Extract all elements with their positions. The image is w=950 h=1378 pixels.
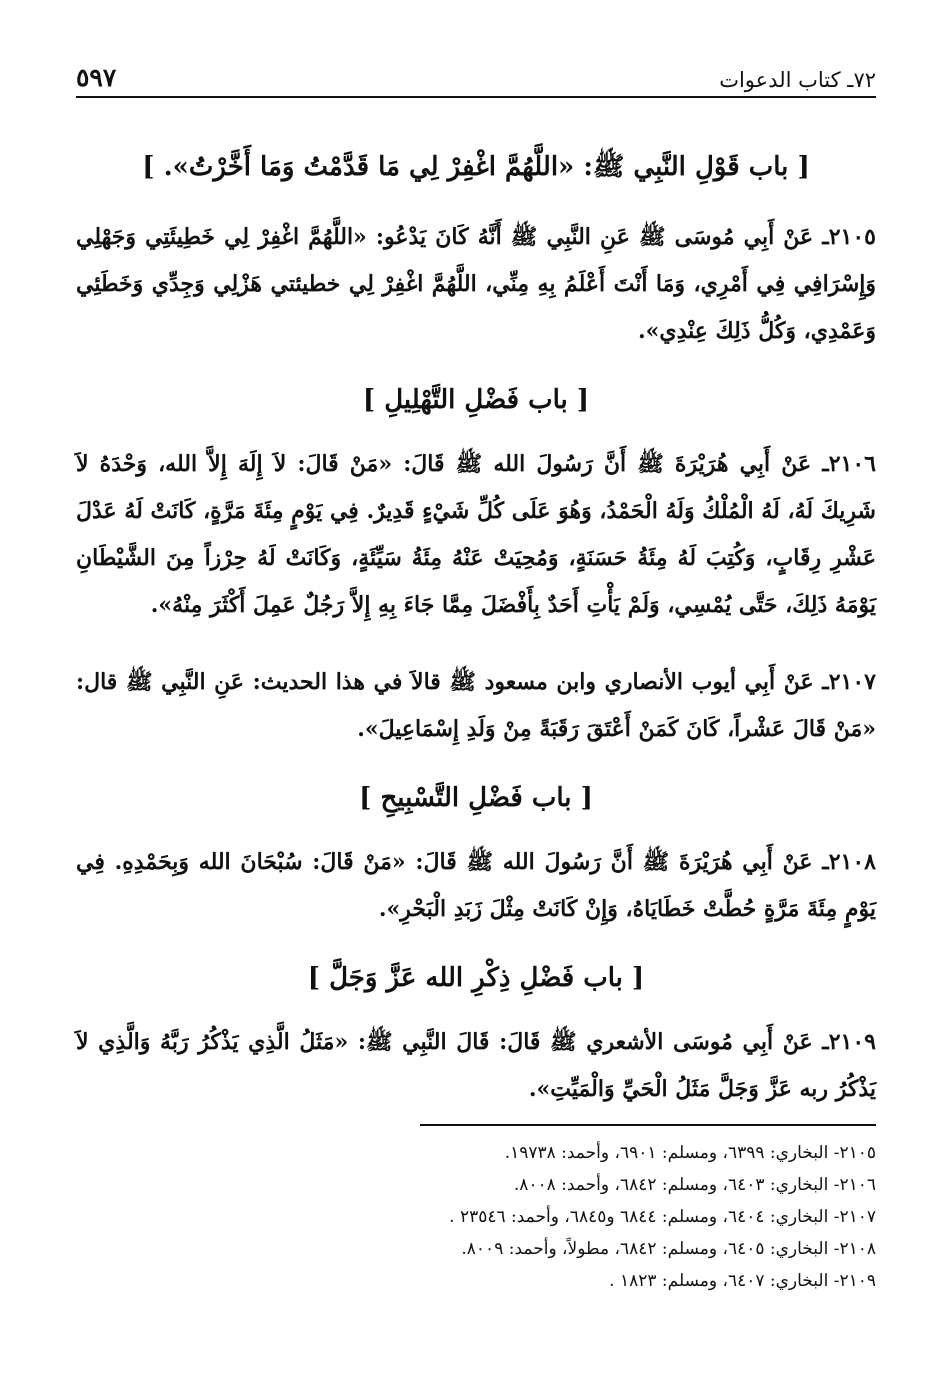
main-text xyxy=(76,150,876,1143)
hadith-number: ٢١٠٦ـ xyxy=(822,451,876,477)
hadith-number: ٢١٠٩ـ xyxy=(822,1029,876,1055)
hadith-paragraph xyxy=(76,441,876,629)
hadith-paragraph xyxy=(76,1019,876,1113)
hadith-paragraph xyxy=(76,839,876,933)
running-title: ٧٢ـ كتاب الدعوات xyxy=(719,68,876,92)
footnote: ٢١٠٥- البخاري: ٦٣٩٩، ومسلم: ٦٩٠١، وأحمد: ١٩٧٣٨. xyxy=(504,1143,876,1163)
hadith-text: عَنْ أَبِي هُرَيْرَةَ ﷺ أَنَّ رَسُولَ الله ﷺ قَالَ: «مَنْ قَالَ: لاَ إِلَهَ إِلاَّ الله، وَحْدَهُ لاَ شَرِيكَ لَهُ، لَهُ الْمُلْكُ وَلَهُ الْحَمْدُ، وَهُوَ عَلَى كُلِّ شَيْءٍ قَدِيرٌ. فِي يَوْمٍ مِئَةَ مَرَّةٍ، كَانَتْ لَهُ عَدْلَ عَشْرِ رِقَابٍ، وَكُتِبَ لَهُ مِئَةُ حَسَنَةٍ، وَمُحِيَتْ عَنْهُ مِئَةُ سَيِّئَةٍ، وَكَانَتْ لَهُ حِرْزاً مِنَ الشَّيْطَانِ يَوْمَهُ ذَلِكَ، حَتَّى يُمْسِي، وَلَمْ يَأْتِ أَحَدٌ بِأَفْضَلَ مِمَّا جَاءَ بِهِ إِلاَّ رَجُلٌ عَمِلَ أَكْثَرَ مِنْهُ». xyxy=(76,451,876,618)
chapter-heading: [ باب قَوْلِ النَّبِي ﷺ: «اللَّهُمَّ اغْفِرْ لِي مَا قَدَّمْتُ وَمَا أَخَّرْتُ». ] xyxy=(142,152,810,182)
hadith-paragraph xyxy=(76,659,876,753)
footnote: ٢١٠٦- البخاري: ٦٤٠٣، ومسلم: ٦٨٤٢، وأحمد: ٨٠٠٨. xyxy=(513,1175,876,1195)
hadith-text: عَنْ أَبِي هُرَيْرَةَ ﷺ أَنَّ رَسُولَ الله ﷺ قَالَ: «مَنْ قَالَ: سُبْحَانَ الله وَبِحَمْدِهِ. فِي يَوْمٍ مِئَةَ مَرَّةٍ حُطَّتْ خَطَايَاهُ، وَإِنْ كَانَتْ مِثْلَ زَبَدِ الْبَحْرِ». xyxy=(76,849,876,922)
hadith-text: عَنْ أَبِي أيوب الأنصاري وابن مسعود ﷺ قالاَ في هذا الحديث: عَنِ النَّبِي ﷺ قال: «مَنْ قَالَ عَشْراً، كَانَ كَمَنْ أَعْتَقَ رَقَبَةً مِنْ وَلَدِ إِسْمَاعِيلَ». xyxy=(76,669,876,742)
footnote-rule xyxy=(420,1124,876,1126)
footnote: ٢١٠٩- البخاري: ٦٤٠٧، ومسلم: ١٨٢٣ . xyxy=(609,1271,876,1291)
footnote: ٢١٠٨- البخاري: ٦٤٠٥، ومسلم: ٦٨٤٢، مطولاً، وأحمد: ٨٠٠٩. xyxy=(461,1239,876,1259)
hadith-text: عَنْ أَبِي مُوسَى ﷺ عَنِ النَّبِي ﷺ أَنَّهُ كَانَ يَدْعُو: «اللَّهُمَّ اغْفِرْ لِي خَطِيئَتِي وَجَهْلِي وَإِسْرَافِي فِي أَمْرِي، وَمَا أَنْتَ أَعْلَمُ بِهِ مِنِّي، اللَّهُمَّ اغْفِرْ لِي خطيئتي هَزْلِي وَجِدِّي وَخَطَئِي وَعَمْدِي، وَكُلُّ ذَلِكَ عِنْدِي». xyxy=(76,224,876,344)
chapter-heading: [ باب فَضْلِ التَّهْلِيلِ ] xyxy=(362,385,590,415)
hadith-paragraph xyxy=(76,214,876,355)
page-header xyxy=(76,52,876,92)
hadith-number: ٢١٠٨ـ xyxy=(822,849,876,875)
header-rule xyxy=(76,96,876,98)
footnotes xyxy=(76,1138,876,1298)
page-number: ٥٩٧ xyxy=(76,63,117,92)
hadith-text: عَنْ أَبِي مُوسَى الأشعري ﷺ قَالَ: قَالَ النَّبِي ﷺ: «مَثَلُ الَّذِي يَذْكُرُ رَبَّهُ وَالَّذِي لاَ يَذْكُرُ ربه عَزَّ وَجَلَّ مَثَلُ الْحَيِّ وَالْمَيِّتِ». xyxy=(76,1029,876,1102)
chapter-heading: [ باب فَضْلِ التَّسْبِيحِ ] xyxy=(359,783,593,813)
hadith-number: ٢١٠٧ـ xyxy=(822,669,876,695)
chapter-heading: [ باب فَضْلِ ذِكْرِ الله عَزَّ وَجَلَّ ] xyxy=(307,963,645,993)
footnote: ٢١٠٧- البخاري: ٦٤٠٤، ومسلم: ٦٨٤٤ و٦٨٤٥، وأحمد: ٢٣٥٤٦ . xyxy=(449,1207,876,1227)
hadith-number: ٢١٠٥ـ xyxy=(822,224,876,250)
